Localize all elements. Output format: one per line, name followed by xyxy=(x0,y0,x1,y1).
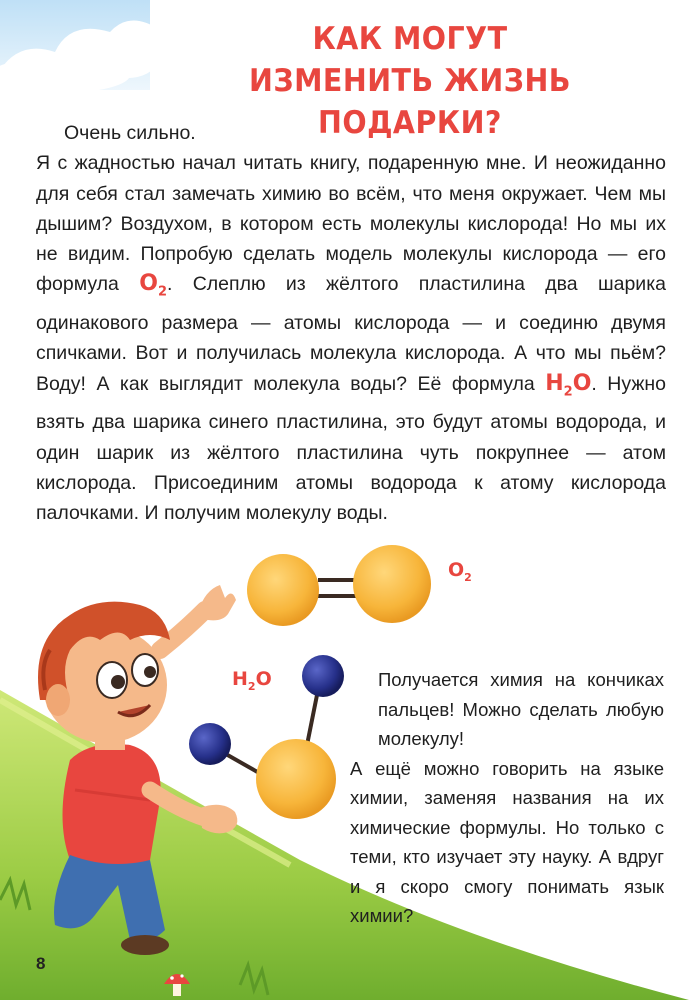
paragraph-intro: Очень сильно. xyxy=(64,122,196,144)
h2o-molecule-label: $H_2O$ xyxy=(232,668,272,693)
page-number: 8 xyxy=(36,954,46,973)
main-text-block xyxy=(36,118,666,529)
paragraph-body-part-1: Я с жадностью начал читать книгу, подаренную мне. И неожиданно для себя стал замечать химию во всём, что меня окружает. Чем мы дышим? Воздухом, в котором есть молекулы кислорода! Но мы их не видим. Попробую сделать модель молекулы кислорода — его формула xyxy=(36,152,666,296)
side-paragraph-1: Получается химия на кончиках пальцев! Можно сделать любую молекулу! xyxy=(378,669,664,749)
title-line-1: КАК МОГУТ xyxy=(312,21,508,57)
formula-o2: $O_2$ xyxy=(139,271,167,300)
side-text-block xyxy=(342,665,664,931)
paragraph-body xyxy=(36,148,666,528)
formula-h2o: $H_2O$ xyxy=(545,370,592,400)
title-line-2: ИЗМЕНИТЬ ЖИЗНЬ ПОДАРКИ? xyxy=(249,63,571,141)
oxygen-molecule-model xyxy=(247,545,431,626)
paragraph-body-part-2: . Слеплю из жёлтого пластилина два шарика одинакового размера — атомы кислорода — и соединю двумя спичками. Вот и получилась молекула кислорода. А что мы пьём? Воду! А как выглядит молекула воды? Её формула xyxy=(36,273,666,395)
o2-molecule-label: $O_2$ xyxy=(448,559,472,584)
side-paragraph-2: А ещё можно говорить на языке химии, заменяя названия на их химические формулы. Но только с теми, кто изучает эту науку. А вдруг и я скоро смогу понимать язык химии? xyxy=(350,757,664,926)
cloud-decoration xyxy=(0,0,168,95)
paragraph-body-part-3: . Нужно взять два шарика синего пластилина, это будут атомы водорода, и один шарик из жёлтого пластилина чуть покрупнее — атом кислорода. Присоединим атомы водорода к атому кислорода палочками. И получим молекулу воды. xyxy=(36,372,667,525)
